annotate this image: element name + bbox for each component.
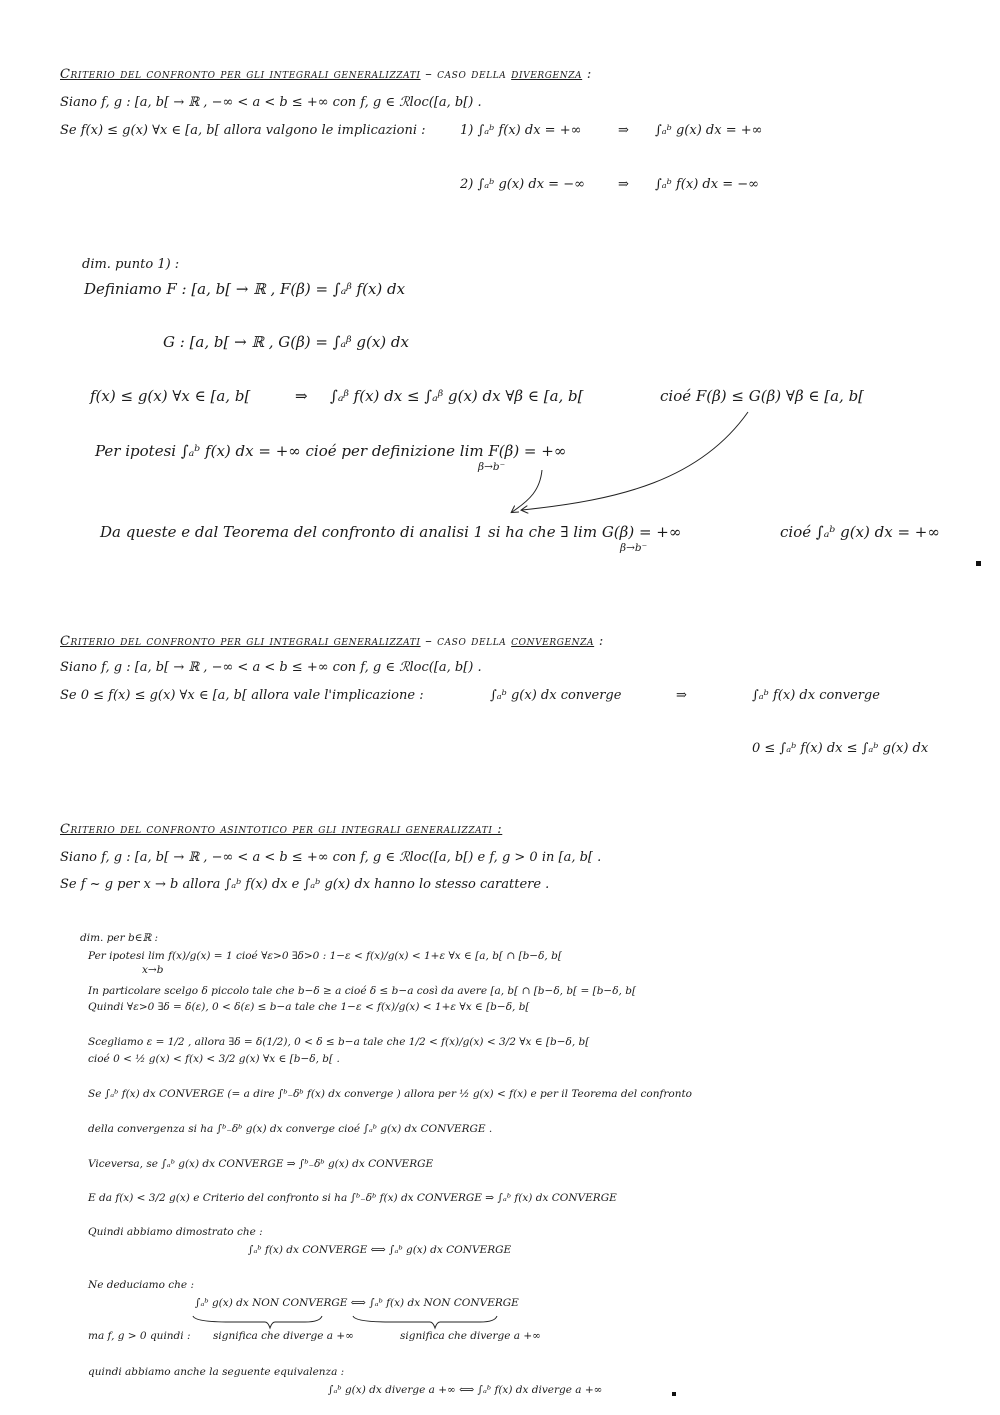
divergence-title-keyword: divergenza [511,67,583,82]
divergence-implication-2-left: 2) ∫ₐᵇ g(x) dx = −∞ [460,177,585,192]
convergence-implication-arrow: ⇒ [676,688,687,703]
divergence-title-prefix: Criterio del confronto per gli integrali generalizzati [60,67,421,82]
asymptotic-hypothesis-1: Siano f, g : [a, b[ → ℝ , −∞ < a < b ≤ +∞ con f, g ∈ ℛloc([a, b[) e f, g > 0 in [a, b[ . [60,850,602,865]
convergence-title-middle: – caso della [420,634,512,649]
divergence-title-middle: – caso della [420,67,512,82]
brace-left [193,1316,322,1328]
proof2-line-10: Quindi abbiamo dimostrato che : [88,1226,263,1238]
brace-right [353,1316,497,1328]
proof2-end-mark [672,1392,676,1396]
proof1-hypothesis-limit-subscript: β→b⁻ [478,461,506,473]
proof1-define-f: Definiamo F : [a, b[ → ℝ , F(β) = ∫ₐᵝ f(x) dx [84,280,406,298]
proof2-line-4: Scegliamo ε = 1/2 , allora ∃δ = δ(1/2), 0 < δ ≤ b−a tale che 1/2 < f(x)/g(x) < 3/2 ∀x ∈ [b−δ, b[ [88,1036,590,1048]
proof2-line-9: E da f(x) < 3/2 g(x) e Criterio del confronto si ha ∫ᵇ₋δᵇ f(x) dx CONVERGE ⇒ ∫ₐᵇ f(x) dx CONVERGE [88,1192,617,1204]
convergence-implication-right: ∫ₐᵇ f(x) dx converge [752,688,880,703]
proof2-line-12: Ne deduciamo che : [88,1279,195,1291]
divergence-hypothesis-2: Se f(x) ≤ g(x) ∀x ∈ [a, b[ allora valgono le implicazioni : [60,123,426,138]
proof1-conclusion: Da queste e dal Teorema del confronto di analisi 1 si ha che ∃ lim G(β) = +∞ [100,523,682,541]
arrow-from-f-inequality [522,412,748,510]
proof1-inequality-right: cioé F(β) ≤ G(β) ∀β ∈ [a, b[ [660,387,865,405]
convergence-title-suffix: : [594,634,604,649]
proof1-inequality-left: f(x) ≤ g(x) ∀x ∈ [a, b[ [90,387,251,405]
proof2-line-14-b: significa che diverge a +∞ [400,1330,541,1342]
proof2-line-16: ∫ₐᵇ g(x) dx diverge a +∞ ⟺ ∫ₐᵇ f(x) dx diverge a +∞ [328,1384,603,1396]
convergence-implication-left: ∫ₐᵇ g(x) dx converge [490,688,622,703]
divergence-title-suffix: : [582,67,592,82]
proof1-inequality-middle: ∫ₐᵝ f(x) dx ≤ ∫ₐᵝ g(x) dx ∀β ∈ [a, b[ [330,387,584,405]
proof2-line-3: Quindi ∀ε>0 ∃δ = δ(ε), 0 < δ(ε) ≤ b−a tale che 1−ε < f(x)/g(x) < 1+ε ∀x ∈ [b−δ, b[ [88,1001,530,1013]
proof2-line-6: Se ∫ₐᵇ f(x) dx CONVERGE (= a dire ∫ᵇ₋δᵇ f(x) dx converge ) allora per ½ g(x) < f(x) e per il Teorema del confronto [88,1088,692,1100]
proof1-hypothesis: Per ipotesi ∫ₐᵇ f(x) dx = +∞ cioé per definizione lim F(β) = +∞ [95,442,567,460]
divergence-implication-1-right: ∫ₐᵇ g(x) dx = +∞ [655,123,763,138]
convergence-implication-bound: 0 ≤ ∫ₐᵇ f(x) dx ≤ ∫ₐᵇ g(x) dx [752,741,929,756]
proof2-line-7: della convergenza si ha ∫ᵇ₋δᵇ g(x) dx converge cioé ∫ₐᵇ g(x) dx CONVERGE . [88,1123,493,1135]
divergence-hypothesis-1: Siano f, g : [a, b[ → ℝ , −∞ < a < b ≤ +∞ con f, g ∈ ℛloc([a, b[) . [60,95,482,110]
proof2-line-5: cioé 0 < ½ g(x) < f(x) < 3/2 g(x) ∀x ∈ [b−δ, b[ . [88,1053,340,1065]
proof2-line-15: quindi abbiamo anche la seguente equivalenza : [88,1366,345,1378]
proof2-line-14-a: significa che diverge a +∞ [213,1330,354,1342]
asymptotic-hypothesis-2: Se f ~ g per x → b allora ∫ₐᵇ f(x) dx e ∫ₐᵇ g(x) dx hanno lo stesso carattere . [60,877,550,892]
divergence-implication-1-arrow: ⇒ [618,123,629,138]
proof2-line-2: In particolare scelgo δ piccolo tale che b−δ ≥ a cioé δ ≤ b−a così da avere [a, b[ ∩ [b−δ, b[ = [b−δ, b[ [88,985,637,997]
proof1-conclusion-right: cioé ∫ₐᵇ g(x) dx = +∞ [780,523,940,541]
divergence-implication-2-right: ∫ₐᵇ f(x) dx = −∞ [655,177,759,192]
convergence-hypothesis-1: Siano f, g : [a, b[ → ℝ , −∞ < a < b ≤ +∞ con f, g ∈ ℛloc([a, b[) . [60,660,482,675]
proof2-header: dim. per b∈ℝ : [80,932,159,944]
proof2-line-11: ∫ₐᵇ f(x) dx CONVERGE ⟺ ∫ₐᵇ g(x) dx CONVERGE [248,1244,512,1256]
proof1-header: dim. punto 1) : [82,257,180,272]
convergence-title-keyword: convergenza [511,634,595,649]
arrow-from-limit [512,470,542,512]
divergence-implication-1-left: 1) ∫ₐᵇ f(x) dx = +∞ [460,123,582,138]
proof2-line-8: Viceversa, se ∫ₐᵇ g(x) dx CONVERGE ⇒ ∫ᵇ₋δᵇ g(x) dx CONVERGE [88,1158,434,1170]
proof1-inequality-arrow: ⇒ [295,387,308,405]
proof2-line-1: Per ipotesi lim f(x)/g(x) = 1 cioé ∀ε>0 ∃δ>0 : 1−ε < f(x)/g(x) < 1+ε ∀x ∈ [a, b[ ∩ [b−δ, b[ [88,950,562,962]
divergence-implication-2-arrow: ⇒ [618,177,629,192]
convergence-hypothesis-2: Se 0 ≤ f(x) ≤ g(x) ∀x ∈ [a, b[ allora vale l'implicazione : [60,688,424,703]
proof2-line-13: ∫ₐᵇ g(x) dx NON CONVERGE ⟺ ∫ₐᵇ f(x) dx NON CONVERGE [195,1297,519,1309]
asymptotic-title: Criterio del confronto asintotico per gli integrali generalizzati : [60,822,503,837]
proof1-define-g: G : [a, b[ → ℝ , G(β) = ∫ₐᵝ g(x) dx [163,333,409,351]
convergence-title-prefix: Criterio del confronto per gli integrali generalizzati [60,634,421,649]
convergence-title [60,635,604,648]
proof2-line-1-subscript: x→b [142,964,164,976]
proof1-conclusion-limit-subscript: β→b⁻ [620,542,648,554]
proof2-line-14-left: ma f, g > 0 quindi : [88,1330,191,1342]
